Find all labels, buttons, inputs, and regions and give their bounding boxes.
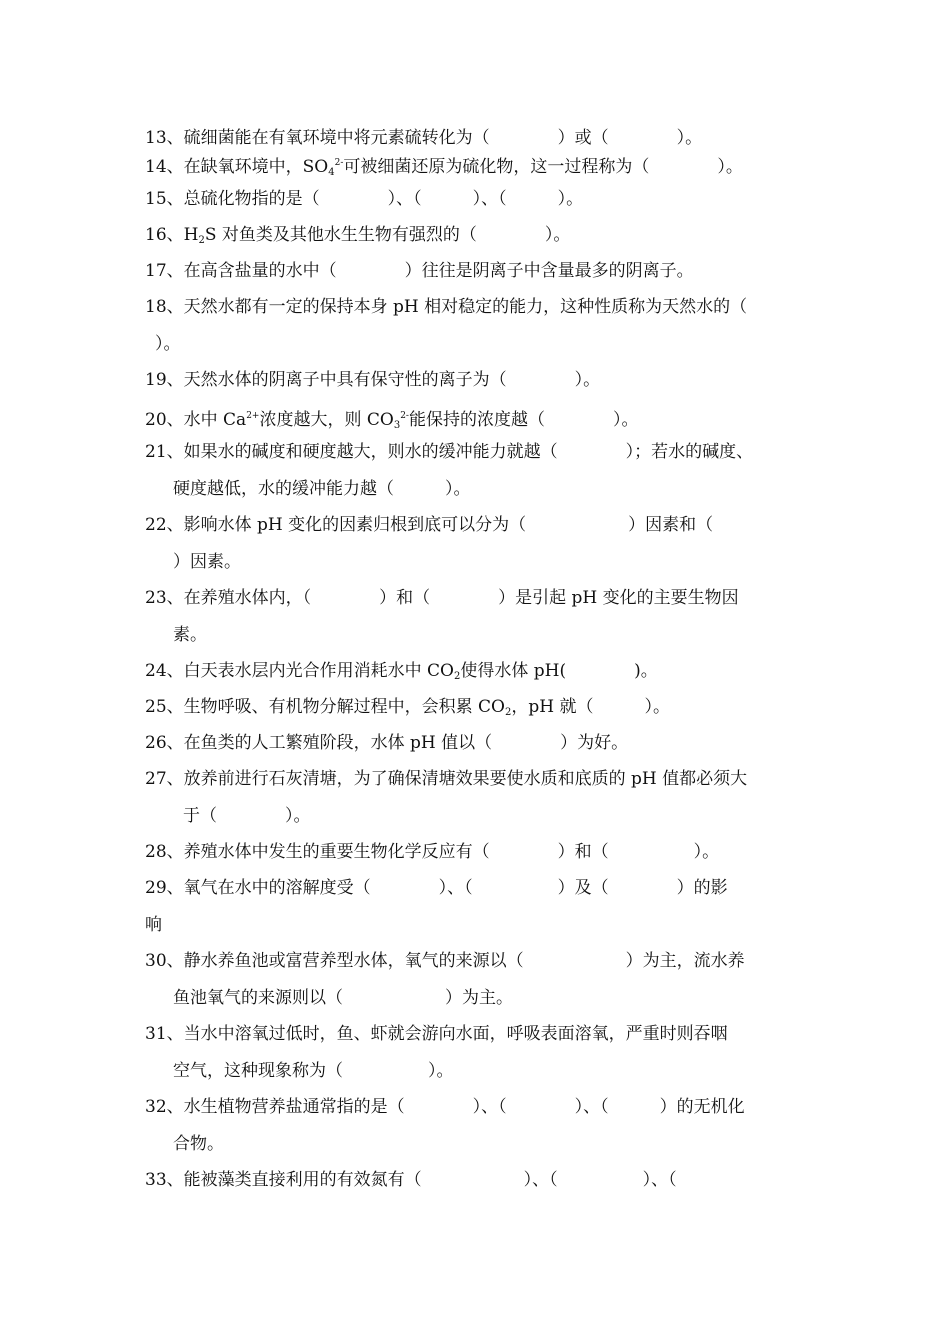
question-text: 14、在缺氧环境中，$SO_4^{2-}$可被细菌还原为硫化物，这一过程称为（ ）。 (145, 157, 743, 178)
question-text: 23、在养殖水体内，（ ）和（ ）是引起 pH 变化的主要生物因 (145, 588, 739, 608)
question-text: 22、影响水体 pH 变化的因素归根到底可以分为（ ）因素和（ (145, 515, 714, 535)
question-text-cont: ）因素。 (173, 551, 241, 572)
superscript: 2+ (246, 411, 260, 421)
question-text: 30、静水养鱼池或富营养型水体，氧气的来源以（ ）为主，流水养 (145, 951, 745, 971)
question-text: 24、白天表水层内光合作用消耗水中 $CO_2$使得水体 pH( )。 (145, 661, 658, 682)
question-text: 25、生物呼吸、有机物分解过程中，会积累 $CO_2$，pH 就（ ）。 (145, 697, 670, 718)
question-21 (145, 434, 810, 507)
question-text-cont: 合物。 (173, 1133, 224, 1154)
question-text: 26、在鱼类的人工繁殖阶段，水体 pH 值以（ ）为好。 (145, 733, 629, 753)
question-15 (145, 181, 810, 218)
question-text-cont: 于（ ）。 (183, 805, 311, 826)
superscript: 2- (334, 158, 344, 168)
question-text: 16、$H_2S$ 对鱼类及其他水生生物有强烈的（ ）。 (145, 225, 571, 246)
subscript: 2 (504, 707, 512, 718)
question-text: 32、水生植物营养盐通常指的是（ ）、（ ）、（ ）的无机化 (145, 1097, 745, 1117)
question-text-cont: ）。 (155, 333, 181, 354)
question-20 (145, 398, 810, 435)
question-29 (145, 870, 810, 943)
question-text-cont: 鱼池氧气的来源则以（ ）为主。 (173, 987, 513, 1008)
question-19 (145, 362, 810, 399)
question-33 (145, 1162, 810, 1199)
question-24 (145, 653, 810, 690)
question-text-cont: 硬度越低，水的缓冲能力越（ ）。 (173, 478, 471, 499)
question-text: 28、养殖水体中发生的重要生物化学反应有（ ）和（ ）。 (145, 842, 720, 862)
question-text: 27、放养前进行石灰清塘，为了确保清塘效果要使水质和底质的 pH 值都必须大 (145, 769, 748, 789)
question-32 (145, 1089, 810, 1162)
question-23 (145, 580, 810, 653)
question-18 (145, 289, 810, 362)
question-27 (145, 761, 810, 834)
question-text: 21、如果水的碱度和硬度越大，则水的缓冲能力就越（ ）；若水的碱度、 (145, 442, 754, 462)
subscript: 2 (198, 235, 205, 246)
question-text: 15、总硫化物指的是（ ）、（ ）、（ ）。 (145, 189, 584, 209)
question-28 (145, 834, 810, 871)
question-22 (145, 507, 810, 580)
question-text: 13、硫细菌能在有氧环境中将元素硫转化为（ ）或（ ）。 (145, 128, 703, 148)
subscript: 4 (328, 167, 335, 178)
question-31 (145, 1016, 810, 1089)
superscript: 2- (400, 411, 409, 421)
question-text: 33、能被藻类直接利用的有效氮有（ ）、（ ）、（ (145, 1170, 677, 1190)
question-text-cont: 空气，这种现象称为（ ）。 (173, 1060, 454, 1081)
question-text: 20、水中 $Ca^{2+}$浓度越大，则 $CO_3^{2-}$能保持的浓度越（ ）。 (145, 410, 639, 431)
question-text-cont: 响 (145, 914, 162, 935)
subscript: 3 (393, 420, 401, 431)
question-26 (145, 725, 810, 762)
subscript: 2 (453, 671, 461, 682)
question-text: 18、天然水都有一定的保持本身 pH 相对稳定的能力，这种性质称为天然水的（ (145, 297, 748, 317)
question-14 (145, 145, 810, 182)
question-16 (145, 217, 810, 254)
question-text: 29、氧气在水中的溶解度受（ ）、（ ）及（ ）的影 (145, 878, 728, 898)
question-25 (145, 689, 810, 726)
question-text: 17、在高含盐量的水中（ ）往往是阴离子中含量最多的阴离子。 (145, 261, 694, 281)
question-text-cont: 素。 (173, 624, 207, 645)
question-text: 31、当水中溶氧过低时，鱼、虾就会游向水面，呼吸表面溶氧，严重时则吞咽 (145, 1024, 728, 1044)
question-17 (145, 253, 810, 290)
question-text: 19、天然水体的阴离子中具有保守性的离子为（ ）。 (145, 370, 601, 390)
question-30 (145, 943, 810, 1016)
